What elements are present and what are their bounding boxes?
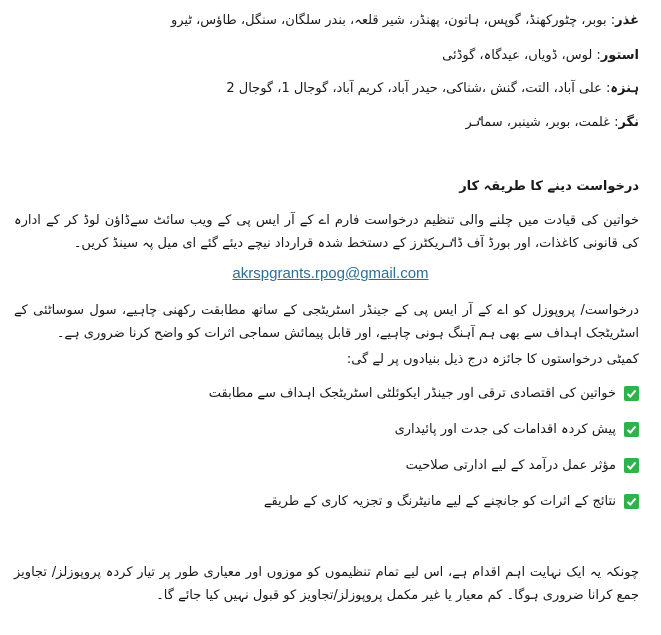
region-label: نگر bbox=[618, 115, 639, 130]
criteria-text: مؤثر عمل درآمد کے لیے ادارتی صلاحیت bbox=[405, 458, 616, 473]
region-line-astore bbox=[14, 47, 639, 65]
proposal-paragraph: درخواست/ پروپوزل کو اے کے آر ایس پی کے جینڈر اسٹریٹجی کے ساتھ مطابقت رکھنی چاہیے، سول سوساٹئی کے اسٹریٹجک اہداف سے بھی ہم آہنگ ہونی چاہیے، اور قابل پیمائش سماجی اثرات کو واضح کرنا ضروری ہے۔ bbox=[14, 303, 639, 341]
region-label: ہنزہ bbox=[610, 81, 639, 96]
criteria-text: نتائج کے اثرات کو جانچنے کے لیے مانیٹرنگ و تجزیہ کاری کے طریقے bbox=[263, 494, 616, 509]
region-line-hunza bbox=[14, 80, 639, 98]
region-villages: : علی آباد، التت، گنش ،شناکی، حیدر آباد، کریم آباد، گوجال 1، گوجال 2 bbox=[226, 81, 611, 96]
criteria-text: پیش کردہ اقدامات کی جدت اور پائیداری bbox=[394, 422, 616, 437]
email-link[interactable]: akrspgrants.rpog@gmail.com bbox=[232, 265, 429, 282]
closing-paragraph: چونکہ یہ ایک نہایت اہم اقدام ہے، اس لیے تمام تنظیموں کو موزوں اور معیاری طور پر تیار کردہ پروپوزلز/ تجاویز جمع کرانا ضروری ہوگا۔ کم معیار یا غیر مکمل پروپوزلز/تجاویز کو قبول نہیں کیا جائے گا۔ bbox=[14, 565, 639, 603]
region-line-ghizer bbox=[14, 12, 639, 30]
region-label: غذر bbox=[615, 13, 639, 28]
region-villages: : بوبر، چٹورکھنڈ، گوپس، ہاتون، پھنڈر، شیر قلعہ، بندر سلگان، سنگل، طاؤس، ٹیرو bbox=[170, 13, 616, 28]
criteria-item bbox=[14, 494, 639, 509]
section-heading: درخواست دینے کا طریقہ کار bbox=[459, 179, 639, 194]
check-box-icon bbox=[624, 494, 639, 509]
application-paragraph: خواتین کی قیادت میں چلنے والی تنظیم درخواست فارم اے کے آر ایس پی کے ویب سائٹ سےڈاؤن لوڈ کر کے ادارہ کی قانونی کاغذات، اور بورڈ آف ڈاٸریکٹرز کے دستخط شدہ قرارداد نیچے دیئے گئے ای میل پہ سینڈ کریں۔ bbox=[14, 213, 639, 251]
criteria-item bbox=[14, 422, 639, 437]
check-box-icon bbox=[624, 422, 639, 437]
criteria-intro: کمیٹی درخواستوں کا جائزہ درج ذیل بنیادوں پر لے گی: bbox=[346, 352, 639, 367]
region-label: استور bbox=[600, 48, 639, 63]
check-box-icon bbox=[624, 458, 639, 473]
region-villages: : غلمت، بوبر، شینبر، سماٸر bbox=[465, 115, 619, 130]
criteria-text: خواتین کی اقتصادی ترقی اور جینڈر ایکوئلٹی اسٹریٹجک اہداف سے مطابقت bbox=[208, 386, 616, 401]
region-villages: : لوس، ڈویاں، عیدگاہ، گوڈئی bbox=[442, 48, 601, 63]
criteria-item bbox=[14, 386, 639, 401]
check-box-icon bbox=[624, 386, 639, 401]
region-line-nagar bbox=[14, 114, 639, 132]
criteria-item bbox=[14, 458, 639, 473]
